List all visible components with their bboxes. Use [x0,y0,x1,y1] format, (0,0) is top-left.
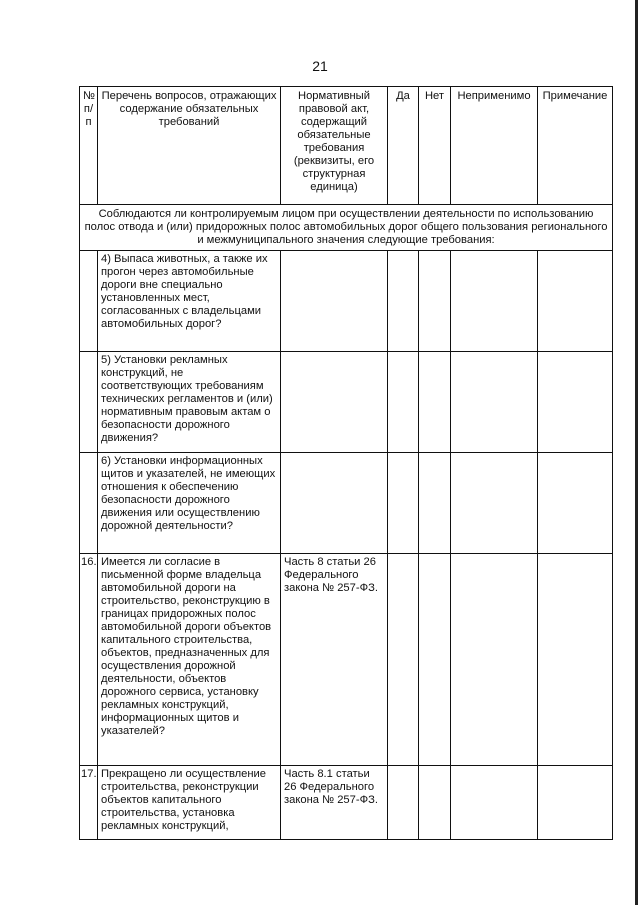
table-row [80,554,613,766]
answer-na-cell [451,453,538,554]
row-basis: Часть 8.1 статьи 26 Федерального закона № 257-ФЗ. [281,766,388,840]
row-basis: Часть 8 статьи 26 Федерального закона № 257-ФЗ. [281,554,388,766]
subitem-row [80,453,613,554]
subitem-question: 5) Установки рекламных конструкций, не соответствующих требованиям технических регламентов и (или) нормативным правовым актам о безопасности дорожного движения? [98,352,281,453]
answer-na-cell [451,251,538,352]
subitem-question: 4) Выпаса животных, а также их прогон через автомобильные дороги вне специально установленных мест, согласованных с владельцами автомобильных дорог? [98,251,281,352]
answer-no-cell [419,352,451,453]
scan-edge [635,0,638,905]
subitem-basis-cell [281,251,388,352]
subitem-row [80,352,613,453]
subitem-num-cell [80,251,98,352]
row-question: Прекращено ли осуществление строительства, реконструкции объектов капитального строительства, установка рекламных конструкций, [98,766,281,840]
answer-yes-cell [388,352,419,453]
row-question: Имеется ли согласие в письменной форме владельца автомобильной дороги на строительство, реконструкцию в границах придорожных полос автомобильной дороги объектов капитального строительства, объектов, предназначенных для осуществления дорожной деятельности, объектов дорожного сервиса, установку рекламных конструкций, информационных щитов и указателей? [98,554,281,766]
answer-no-cell [419,554,451,766]
answer-na-cell [451,554,538,766]
header-no: Нет [419,87,451,205]
answer-note-cell [538,766,613,840]
subitem-basis-cell [281,352,388,453]
checklist-table [79,86,613,840]
answer-note-cell [538,352,613,453]
header-basis: Нормативный правовой акт, содержащий обязательные требования (реквизиты, его структурная единица) [281,87,388,205]
row-num: 17. [80,766,98,840]
subitem-question: 6) Установки информационных щитов и указателей, не имеющих отношения к обеспечению безопасности дорожного движения или осуществлению дорожной деятельности? [98,453,281,554]
subitem-num-cell [80,352,98,453]
answer-note-cell [538,453,613,554]
answer-yes-cell [388,251,419,352]
page-number: 21 [312,58,328,74]
subitem-basis-cell [281,453,388,554]
section-row [80,205,613,251]
subitem-num-cell [80,453,98,554]
answer-note-cell [538,251,613,352]
answer-yes-cell [388,766,419,840]
answer-note-cell [538,554,613,766]
answer-no-cell [419,766,451,840]
row-num: 16. [80,554,98,766]
header-num: № п/п [80,87,98,205]
header-row [80,87,613,205]
table-row [80,766,613,840]
answer-no-cell [419,251,451,352]
answer-yes-cell [388,554,419,766]
answer-no-cell [419,453,451,554]
header-not-applicable: Неприменимо [451,87,538,205]
answer-yes-cell [388,453,419,554]
answer-na-cell [451,352,538,453]
header-note: Примечание [538,87,613,205]
header-yes: Да [388,87,419,205]
subitem-row [80,251,613,352]
section-text: Соблюдаются ли контролируемым лицом при осуществлении деятельности по использованию полос отвода и (или) придорожных полос автомобильных дорог общего пользования регионального и межмуниципального значения следующие требования: [80,205,613,251]
answer-na-cell [451,766,538,840]
header-question: Перечень вопросов, отражающих содержание обязательных требований [98,87,281,205]
